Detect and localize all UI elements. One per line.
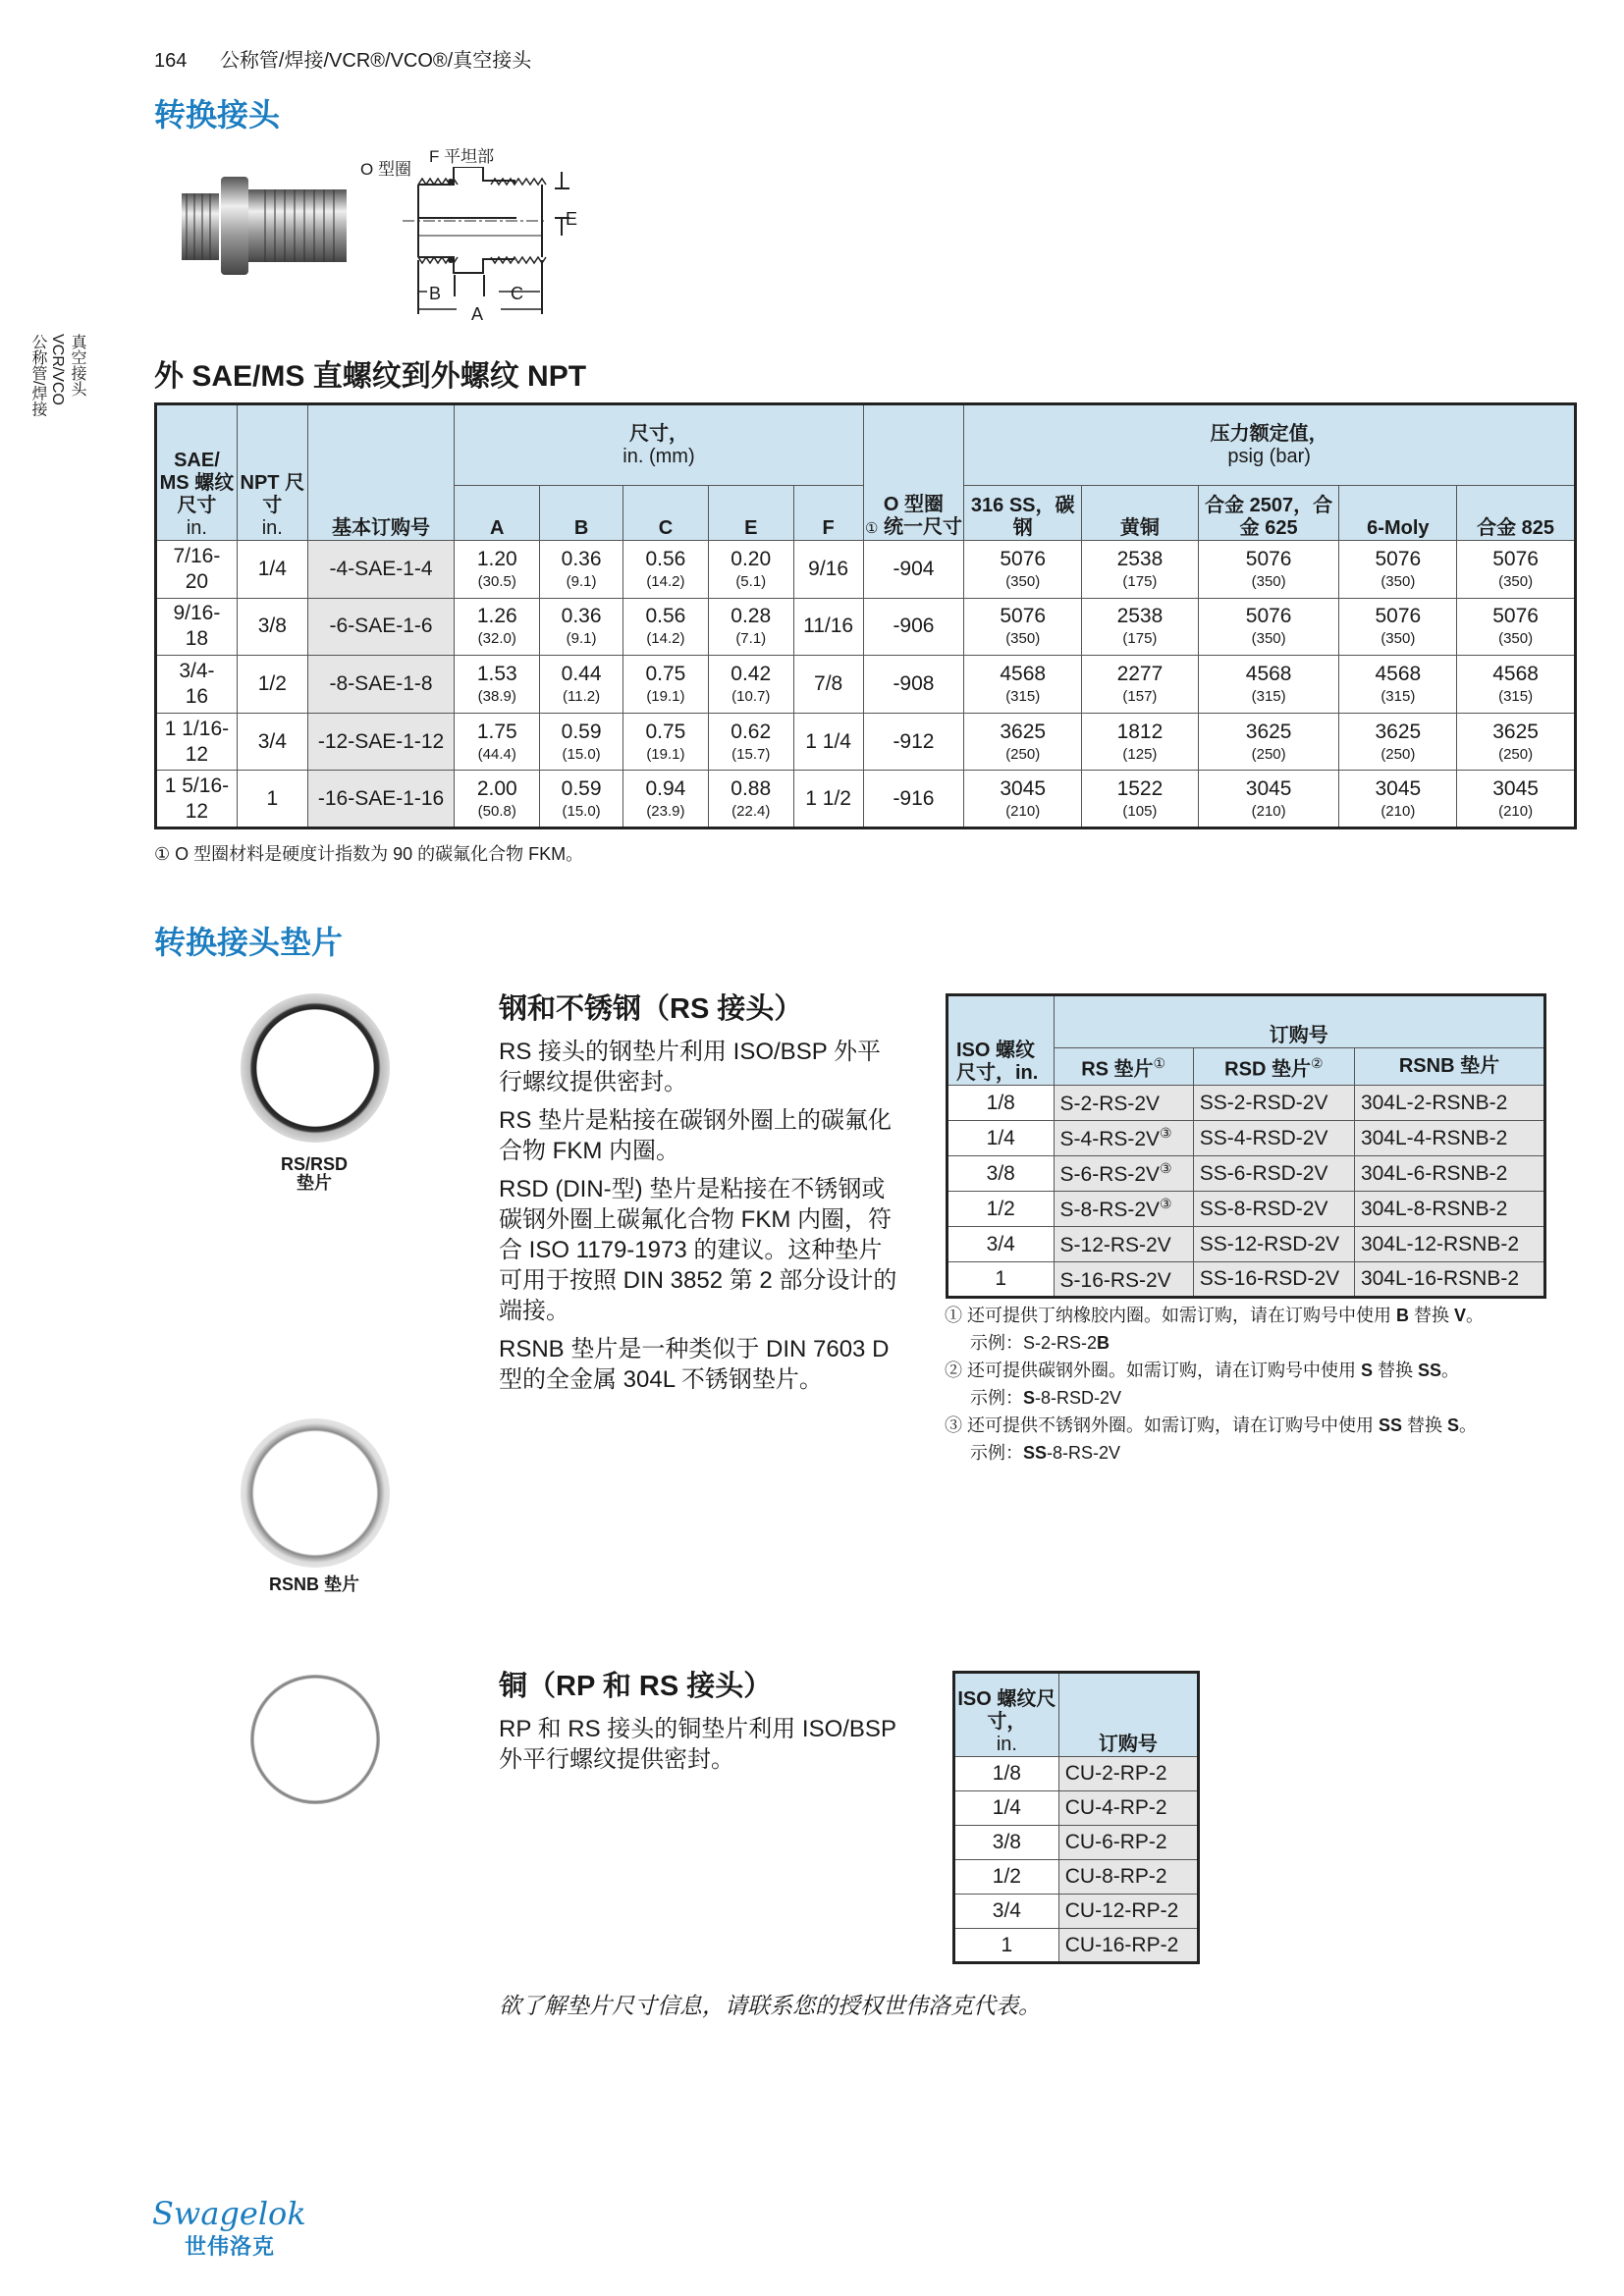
rsnb-order-number: 304L-2-RSNB-2 xyxy=(1354,1086,1544,1121)
dim-c: 0.75 (19.1) xyxy=(623,713,709,771)
iso-size: 1/2 xyxy=(947,1192,1055,1227)
col-b: B xyxy=(540,486,623,541)
footnote-line: ② 还可提供碳钢外圈。如需订购，请在订购号中使用 S 替换 SS。 xyxy=(945,1361,1460,1380)
dim-b: 0.36 (9.1) xyxy=(540,541,623,599)
iso-size: 3/8 xyxy=(954,1826,1059,1860)
ring2-label: RSNB 垫片 xyxy=(268,1575,359,1594)
rsnb-order-number: 304L-16-RSNB-2 xyxy=(1354,1262,1544,1298)
dim-c: 0.75 (19.1) xyxy=(623,656,709,714)
steel-description xyxy=(499,987,901,1403)
iso-size: 1 xyxy=(954,1929,1059,1963)
col-dims: 尺寸， in. (mm) xyxy=(455,404,863,486)
npt-size: 3/8 xyxy=(237,598,307,656)
col-p2: 黄铜 xyxy=(1082,486,1199,541)
rsnb-order-number: 304L-12-RSNB-2 xyxy=(1354,1227,1544,1262)
sae-size: 1 1/16- 12 xyxy=(156,713,238,771)
section-title: 转换接头垫片 xyxy=(154,925,344,960)
table-row xyxy=(156,598,1576,656)
running-header xyxy=(154,44,531,73)
table-row xyxy=(156,541,1576,599)
pressure-rating: 4568 (315) xyxy=(1198,656,1339,714)
pressure-rating: 3625 (250) xyxy=(964,713,1082,771)
rsd-order-number: SS-16-RSD-2V xyxy=(1193,1262,1354,1298)
dim-b: 0.59 (15.0) xyxy=(540,713,623,771)
footnote-example: 示例：S-2-RS-2B xyxy=(970,1333,1110,1353)
iso-size: 1/8 xyxy=(947,1086,1055,1121)
rsd-order-number: SS-8-RSD-2V xyxy=(1193,1192,1354,1227)
flat-label: F 平坦部 xyxy=(429,147,495,166)
copper-gasket-table xyxy=(952,1671,1200,1964)
pressure-rating: 4568 (315) xyxy=(1457,656,1576,714)
dim-a: 2.00 (50.8) xyxy=(455,771,540,828)
pressure-rating: 5076 (350) xyxy=(1339,541,1457,599)
side-tab-line: 公称管/焊接 xyxy=(29,334,46,417)
oring-size: -906 xyxy=(863,598,964,656)
footnote-example: 示例：S-8-RSD-2V xyxy=(970,1388,1122,1408)
rs-order-number: S-8-RS-2V③ xyxy=(1054,1192,1193,1227)
table-row xyxy=(954,1757,1199,1791)
col-npt: NPT 尺寸 in. xyxy=(237,404,307,541)
iso-size: 3/4 xyxy=(947,1227,1055,1262)
dim-b: 0.59 (15.0) xyxy=(540,771,623,828)
col-iso-size: ISO 螺纹尺寸，in. xyxy=(947,995,1055,1086)
dim-a: 1.26 (32.0) xyxy=(455,598,540,656)
adapter-photo xyxy=(177,172,353,280)
paragraph: RSD (DIN-型) 垫片是粘接在不锈钢或碳钢外圈上碳氟化合物 FKM 内圈，符合 ISO 1179-1973 的建议。这种垫片可用于按照 DIN 3852 第 2 部分设计的端接。 xyxy=(499,1176,897,1324)
gasket-footnotes xyxy=(945,1302,1573,1467)
col-f: F xyxy=(793,486,863,541)
table-row xyxy=(954,1826,1199,1860)
npt-size: 1/4 xyxy=(237,541,307,599)
pressure-rating: 3045 (210) xyxy=(1198,771,1339,828)
paragraph: RS 接头的钢垫片利用 ISO/BSP 外平行螺纹提供密封。 xyxy=(499,1039,881,1095)
dim-e: 0.42 (10.7) xyxy=(708,656,793,714)
rs-order-number: S-16-RS-2V xyxy=(1054,1262,1193,1298)
pressure-rating: 4568 (315) xyxy=(964,656,1082,714)
side-tab-line: VCR/VCO xyxy=(49,334,66,405)
dim-a: 1.20 (30.5) xyxy=(455,541,540,599)
rs-order-number: S-12-RS-2V xyxy=(1054,1227,1193,1262)
pressure-rating: 1812 (125) xyxy=(1082,713,1199,771)
table-row xyxy=(947,1086,1545,1121)
order-number: CU-6-RP-2 xyxy=(1058,1826,1198,1860)
dim-a: 1.53 (38.9) xyxy=(455,656,540,714)
col-p5: 合金 825 xyxy=(1457,486,1576,541)
rsd-order-number: SS-4-RSD-2V xyxy=(1193,1121,1354,1156)
order-number: -4-SAE-1-4 xyxy=(307,541,455,599)
pressure-rating: 4568 (315) xyxy=(1339,656,1457,714)
col-e: E xyxy=(708,486,793,541)
order-number: -12-SAE-1-12 xyxy=(307,713,455,771)
dim-e: 0.88 (22.4) xyxy=(708,771,793,828)
col-rs: RS 垫片① xyxy=(1054,1048,1193,1086)
rsnb-order-number: 304L-4-RSNB-2 xyxy=(1354,1121,1544,1156)
dim-c: 0.94 (23.9) xyxy=(623,771,709,828)
dim-e: 0.62 (15.7) xyxy=(708,713,793,771)
table-row xyxy=(954,1860,1199,1895)
rs-rsd-gasket-image xyxy=(241,993,390,1143)
dim-a-label: A xyxy=(471,304,484,324)
rs-order-number: S-4-RS-2V③ xyxy=(1054,1121,1193,1156)
rsnb-order-number: 304L-6-RSNB-2 xyxy=(1354,1156,1544,1192)
footnote-line: ① 还可提供丁纳橡胶内圈。如需订购，请在订购号中使用 B 替换 V。 xyxy=(945,1306,1485,1325)
pressure-rating: 3045 (210) xyxy=(1457,771,1576,828)
footnote-example: 示例：SS-8-RS-2V xyxy=(970,1443,1121,1463)
footnote-line: ③ 还可提供不锈钢外圈。如需订购，请在订购号中使用 SS 替换 S。 xyxy=(945,1415,1478,1435)
swagelok-logo: Swagelok 世伟洛克 xyxy=(152,2195,306,2259)
dim-f: 1 1/2 xyxy=(793,771,863,828)
paragraph: RSNB 垫片是一种类似于 DIN 7603 D 型的全金属 304L 不锈钢垫片。 xyxy=(499,1336,890,1393)
npt-size: 1/2 xyxy=(237,656,307,714)
pressure-rating: 2538 (175) xyxy=(1082,541,1199,599)
pressure-rating: 3625 (250) xyxy=(1457,713,1576,771)
col-iso-size: ISO 螺纹尺寸， in. xyxy=(954,1673,1059,1757)
table-footnote: ① O 型圈材料是硬度计指数为 90 的碳氟化合物 FKM。 xyxy=(154,844,584,864)
npt-size: 1 xyxy=(237,771,307,828)
dim-e: 0.28 (7.1) xyxy=(708,598,793,656)
table-row xyxy=(947,1121,1545,1156)
table-row xyxy=(947,1192,1545,1227)
steel-gasket-table xyxy=(946,993,1546,1299)
table-row xyxy=(954,1895,1199,1929)
side-tab xyxy=(27,334,86,416)
col-order: 基本订购号 xyxy=(307,404,455,541)
running-title: 公称管/焊接/VCR®/VCO®/真空接头 xyxy=(219,50,532,72)
col-p3: 合金 2507，合金 625 xyxy=(1198,486,1339,541)
rs-order-number: S-2-RS-2V xyxy=(1054,1086,1193,1121)
ring1-label: RS/RSD 垫片 xyxy=(280,1154,348,1193)
table-row xyxy=(947,1156,1545,1192)
oring-size: -904 xyxy=(863,541,964,599)
col-c: C xyxy=(623,486,709,541)
pressure-rating: 5076 (350) xyxy=(1457,541,1576,599)
pressure-rating: 5076 (350) xyxy=(964,598,1082,656)
dim-f: 9/16 xyxy=(793,541,863,599)
order-number: -16-SAE-1-16 xyxy=(307,771,455,828)
pressure-rating: 2538 (175) xyxy=(1082,598,1199,656)
dim-c-label: C xyxy=(511,284,523,303)
dim-f: 11/16 xyxy=(793,598,863,656)
sae-size: 7/16- 20 xyxy=(156,541,238,599)
pressure-rating: 5076 (350) xyxy=(1198,541,1339,599)
order-number: CU-16-RP-2 xyxy=(1058,1929,1198,1963)
iso-size: 1 xyxy=(947,1262,1055,1298)
col-oring: O 型圈 ① 统一尺寸 xyxy=(863,404,964,541)
iso-size: 1/2 xyxy=(954,1860,1059,1895)
sae-npt-table xyxy=(154,402,1577,829)
dim-b-label: B xyxy=(429,284,442,303)
col-rsd: RSD 垫片② xyxy=(1193,1048,1354,1086)
iso-size: 3/8 xyxy=(947,1156,1055,1192)
pressure-rating: 5076 (350) xyxy=(1339,598,1457,656)
oring-label: O 型圈 xyxy=(360,160,411,179)
dim-f: 1 1/4 xyxy=(793,713,863,771)
pressure-rating: 1522 (105) xyxy=(1082,771,1199,828)
rsd-order-number: SS-2-RSD-2V xyxy=(1193,1086,1354,1121)
pressure-rating: 5076 (350) xyxy=(964,541,1082,599)
dim-b: 0.36 (9.1) xyxy=(540,598,623,656)
page-number: 164 xyxy=(154,50,188,72)
rsnb-order-number: 304L-8-RSNB-2 xyxy=(1354,1192,1544,1227)
paragraph: RP 和 RS 接头的铜垫片利用 ISO/BSP 外平行螺纹提供密封。 xyxy=(499,1716,896,1773)
paragraph: RS 垫片是粘接在碳钢外圈上的碳氟化合物 FKM 内圈。 xyxy=(499,1107,893,1164)
table-row xyxy=(156,771,1576,828)
order-number: CU-4-RP-2 xyxy=(1058,1791,1198,1826)
order-number: CU-8-RP-2 xyxy=(1058,1860,1198,1895)
rs-order-number: S-6-RS-2V③ xyxy=(1054,1156,1193,1192)
copper-gasket-image xyxy=(250,1675,380,1804)
dim-a: 1.75 (44.4) xyxy=(455,713,540,771)
order-number: CU-12-RP-2 xyxy=(1058,1895,1198,1929)
dimension-drawing xyxy=(393,167,599,329)
col-rsnb: RSNB 垫片 xyxy=(1354,1048,1544,1086)
sae-size: 9/16- 18 xyxy=(156,598,238,656)
oring-size: -916 xyxy=(863,771,964,828)
col-order: 订购号 xyxy=(1054,995,1544,1048)
order-number: CU-2-RP-2 xyxy=(1058,1757,1198,1791)
pressure-rating: 3625 (250) xyxy=(1339,713,1457,771)
col-sae: SAE/ MS 螺纹尺寸 in. xyxy=(156,404,238,541)
dim-e-label: E xyxy=(566,209,578,229)
col-p4: 6-Moly xyxy=(1339,486,1457,541)
table-row xyxy=(947,1227,1545,1262)
copper-description xyxy=(499,1664,911,1783)
iso-size: 1/4 xyxy=(954,1791,1059,1826)
sae-size: 3/4- 16 xyxy=(156,656,238,714)
pressure-rating: 3045 (210) xyxy=(964,771,1082,828)
table-row xyxy=(156,656,1576,714)
col-order: 订购号 xyxy=(1058,1673,1198,1757)
pressure-rating: 5076 (350) xyxy=(1457,598,1576,656)
iso-size: 1/8 xyxy=(954,1757,1059,1791)
table-row xyxy=(954,1791,1199,1826)
rsd-order-number: SS-6-RSD-2V xyxy=(1193,1156,1354,1192)
pressure-rating: 3625 (250) xyxy=(1198,713,1339,771)
section-title: 转换接头 xyxy=(154,97,281,133)
iso-size: 3/4 xyxy=(954,1895,1059,1929)
table-subtitle: 外 SAE/MS 直螺纹到外螺纹 NPT xyxy=(154,360,587,393)
col-pressure: 压力额定值， psig (bar) xyxy=(964,404,1576,486)
oring-size: -908 xyxy=(863,656,964,714)
rsd-order-number: SS-12-RSD-2V xyxy=(1193,1227,1354,1262)
dim-e: 0.20 (5.1) xyxy=(708,541,793,599)
col-p1: 316 SS，碳钢 xyxy=(964,486,1082,541)
table-row xyxy=(156,713,1576,771)
dim-f: 7/8 xyxy=(793,656,863,714)
col-a: A xyxy=(455,486,540,541)
oring-size: -912 xyxy=(863,713,964,771)
pressure-rating: 2277 (157) xyxy=(1082,656,1199,714)
pressure-rating: 3045 (210) xyxy=(1339,771,1457,828)
order-number: -8-SAE-1-8 xyxy=(307,656,455,714)
dim-c: 0.56 (14.2) xyxy=(623,541,709,599)
steel-heading: 钢和不锈钢（RS 接头） xyxy=(499,993,803,1025)
contact-note: 欲了解垫片尺寸信息，请联系您的授权世伟洛克代表。 xyxy=(499,1993,1041,2018)
table-row xyxy=(954,1929,1199,1963)
table-row xyxy=(947,1262,1545,1298)
npt-size: 3/4 xyxy=(237,713,307,771)
order-number: -6-SAE-1-6 xyxy=(307,598,455,656)
dim-c: 0.56 (14.2) xyxy=(623,598,709,656)
side-tab-line: 真空接头 xyxy=(69,334,85,397)
rsnb-gasket-image xyxy=(241,1418,390,1568)
pressure-rating: 5076 (350) xyxy=(1198,598,1339,656)
dim-b: 0.44 (11.2) xyxy=(540,656,623,714)
copper-heading: 铜（RP 和 RS 接头） xyxy=(499,1671,773,1702)
sae-size: 1 5/16- 12 xyxy=(156,771,238,828)
iso-size: 1/4 xyxy=(947,1121,1055,1156)
